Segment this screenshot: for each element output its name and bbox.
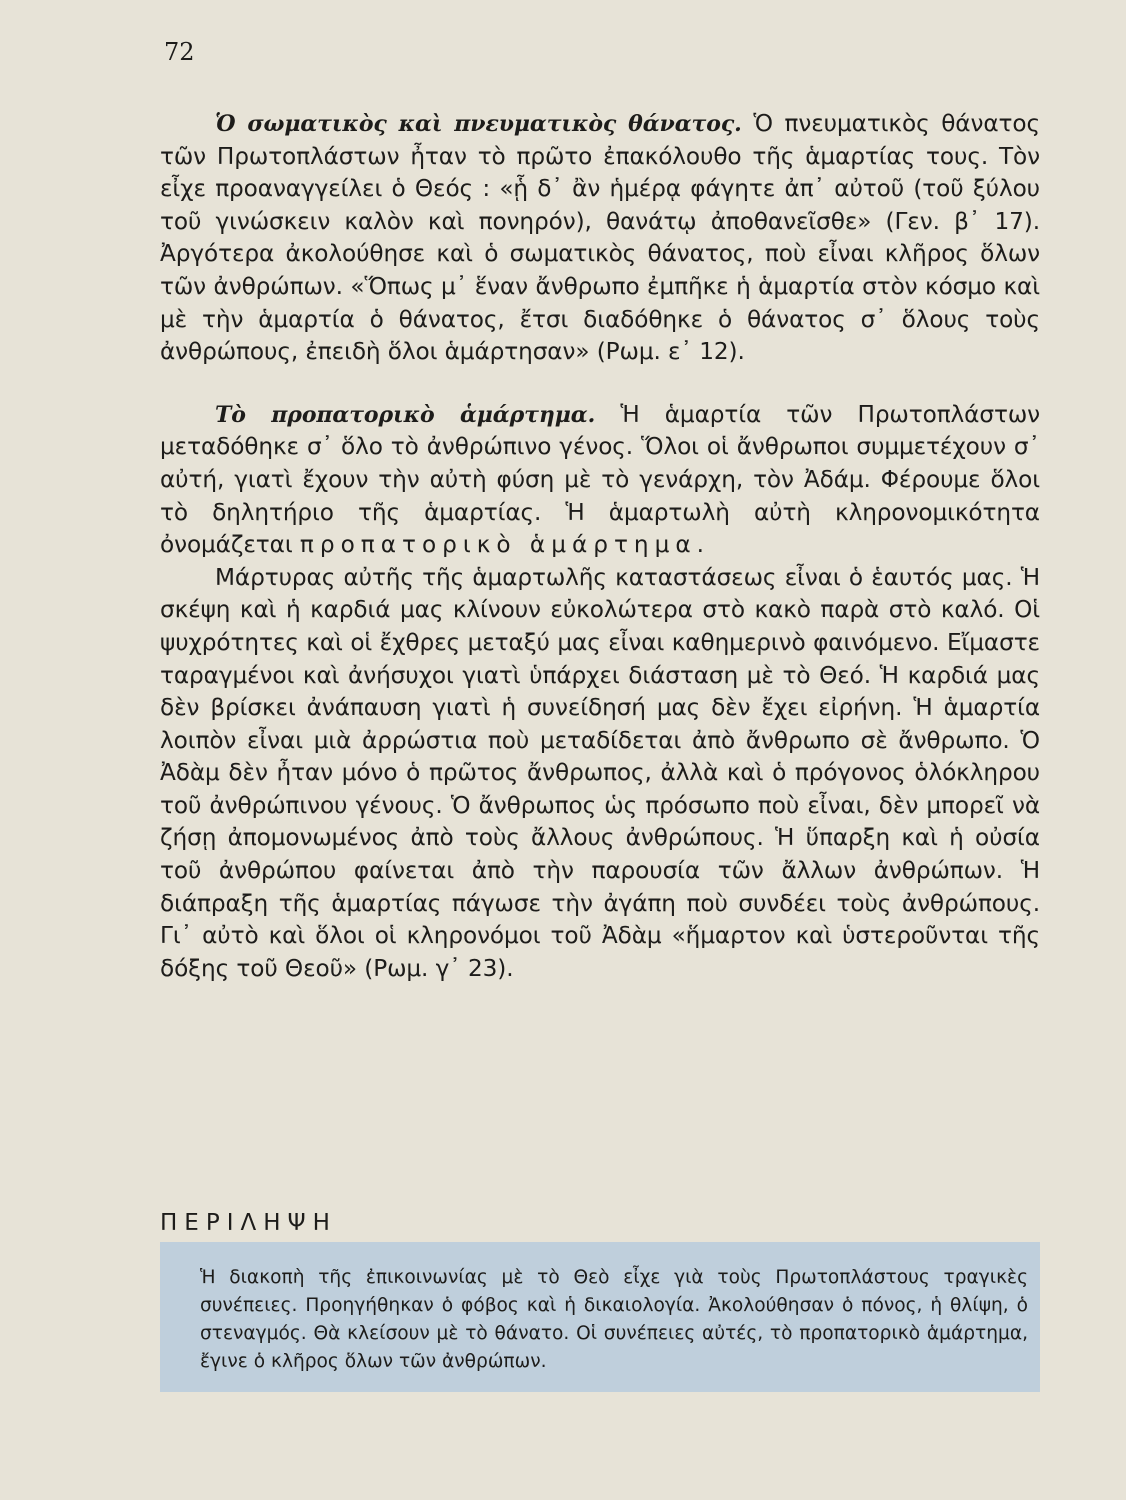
page-number: 72 xyxy=(164,38,195,66)
section-original-sin xyxy=(160,399,1040,562)
section-body: Ὁ πνευματικὸς θάνατος τῶν Πρωτοπλάστων ἦταν τὸ πρῶτο ἐπακόλουθο τῆς ἁμαρτίας τους. Τὸν εἶχε προαναγγείλει ὁ Θεός : «ᾗ δ᾽ ἂν ἡμέρᾳ φάγητε ἀπ᾽ αὐτοῦ (τοῦ ξύλου τοῦ γινώσκειν καλὸν καὶ πονηρόν), θανάτῳ ἀποθανεῖσθε» (Γεν. β᾽ 17). Ἀργότερα ἀκολούθησε καὶ ὁ σωματικὸς θάνατος, ποὺ εἶναι κλῆρος ὅλων τῶν ἀνθρώπων. «Ὅπως μ᾽ ἕναν ἄνθρωπο ἐμπῆκε ἡ ἁμαρτία στὸν κόσμο καὶ μὲ τὴν ἁμαρτία ὁ θάνατος, ἔτσι διαδόθηκε ὁ θάνατος σ᾽ ὅλους τοὺς ἀνθρώπους, ἐπειδὴ ὅλοι ἁμάρτησαν» (Ρωμ. ε᾽ 12). xyxy=(160,110,1040,366)
main-text xyxy=(160,108,1040,985)
section-heading: Ὁ σωματικὸς καὶ πνευματικὸς θάνατος. xyxy=(215,111,742,137)
summary-box xyxy=(160,1242,1040,1392)
spaced-term: προπατορικὸ ἁμάρτημα xyxy=(299,531,697,559)
section-body: Μάρτυρας αὐτῆς τῆς ἁμαρτωλῆς καταστάσεως εἶναι ὁ ἑαυτός μας. Ἡ σκέψη καὶ ἡ καρδιά μας κλίνουν εὐκολώτερα στὸ κακὸ παρὰ στὸ καλό. Οἱ ψυχρότητες καὶ οἱ ἔχθρες μεταξύ μας εἶναι καθημερινὸ φαινόμενο. Εἴμαστε ταραγμένοι καὶ ἀνήσυχοι γιατὶ ὑπάρχει διάσταση μὲ τὸ Θεό. Ἡ καρδιά μας δὲν βρίσκει ἀνάπαυση γιατὶ ἡ συνείδησή μας δὲν ἔχει εἰρήνη. Ἡ ἁμαρτία λοιπὸν εἶναι μιὰ ἀρρώστια ποὺ μεταδίδεται ἀπὸ ἄνθρωπο σὲ ἄνθρωπο. Ὁ Ἀδὰμ δὲν ἦταν μόνο ὁ πρῶτος ἄνθρωπος, ἀλλὰ καὶ ὁ πρόγονος ὁλόκληρου τοῦ ἀνθρώπινου γένους. Ὁ ἄνθρωπος ὡς πρόσωπο ποὺ εἶναι, δὲν μπορεῖ νὰ ζήσῃ ἀπομονωμένος ἀπὸ τοὺς ἄλλους ἀνθρώπους. Ἡ ὕπαρξη καὶ ἡ οὐσία τοῦ ἀνθρώπου φαίνεται ἀπὸ τὴν παρουσία τῶν ἄλλων ἀνθρώπων. Ἡ διάπραξη τῆς ἁμαρτίας πάγωσε τὴν ἀγάπη ποὺ συνδέει τοὺς ἀνθρώπους. Γι᾽ αὐτὸ καὶ ὅλοι οἱ κληρονόμοι τοῦ Ἀδὰμ «ἥμαρτον καὶ ὑστεροῦνται τῆς δόξης τοῦ Θεοῦ» (Ρωμ. γ᾽ 23). xyxy=(160,563,1040,982)
summary-title: ΠΕΡΙΛΗΨΗ xyxy=(160,1210,337,1236)
section-somatic-spiritual-death xyxy=(160,108,1040,369)
summary-text: Ἡ διακοπὴ τῆς ἐπικοινωνίας μὲ τὸ Θεὸ εἶχε γιὰ τοὺς Πρωτοπλάστους τραγικὲς συνέπειες. Προηγήθηκαν ὁ φόβος καὶ ἡ δικαιολογία. Ἀκολούθησαν ὁ πόνος, ἡ θλίψη, ὁ στεναγμός. Θὰ κλείσουν μὲ τὸ θάνατο. Οἱ συνέπειες αὐτές, τὸ προπατορικὸ ἁμάρτημα, ἔγινε ὁ κλῆρος ὅλων τῶν ἀνθρώπων. xyxy=(200,1267,1028,1372)
section-witness-paragraph xyxy=(160,562,1040,986)
section-heading: Τὸ προπατορικὸ ἁμάρτημα. xyxy=(215,401,596,428)
term-period: . xyxy=(696,531,704,559)
section-body: Ἡ ἁμαρτία τῶν Πρωτοπλάστων μεταδόθηκε σ᾽ ὅλο τὸ ἀνθρώπινο γένος. Ὅλοι οἱ ἄνθρωποι συμμετέχουν σ᾽ αὐτή, γιατὶ ἔχουν τὴν αὐτὴ φύση μὲ τὸ γενάρχη, τὸν Ἀδάμ. Φέρουμε ὅλοι τὸ δηλητήριο τῆς ἁμαρτίας. Ἡ ἁμαρτωλὴ αὐτὴ κληρονομικότητα ὀνομάζεται xyxy=(160,400,1040,559)
